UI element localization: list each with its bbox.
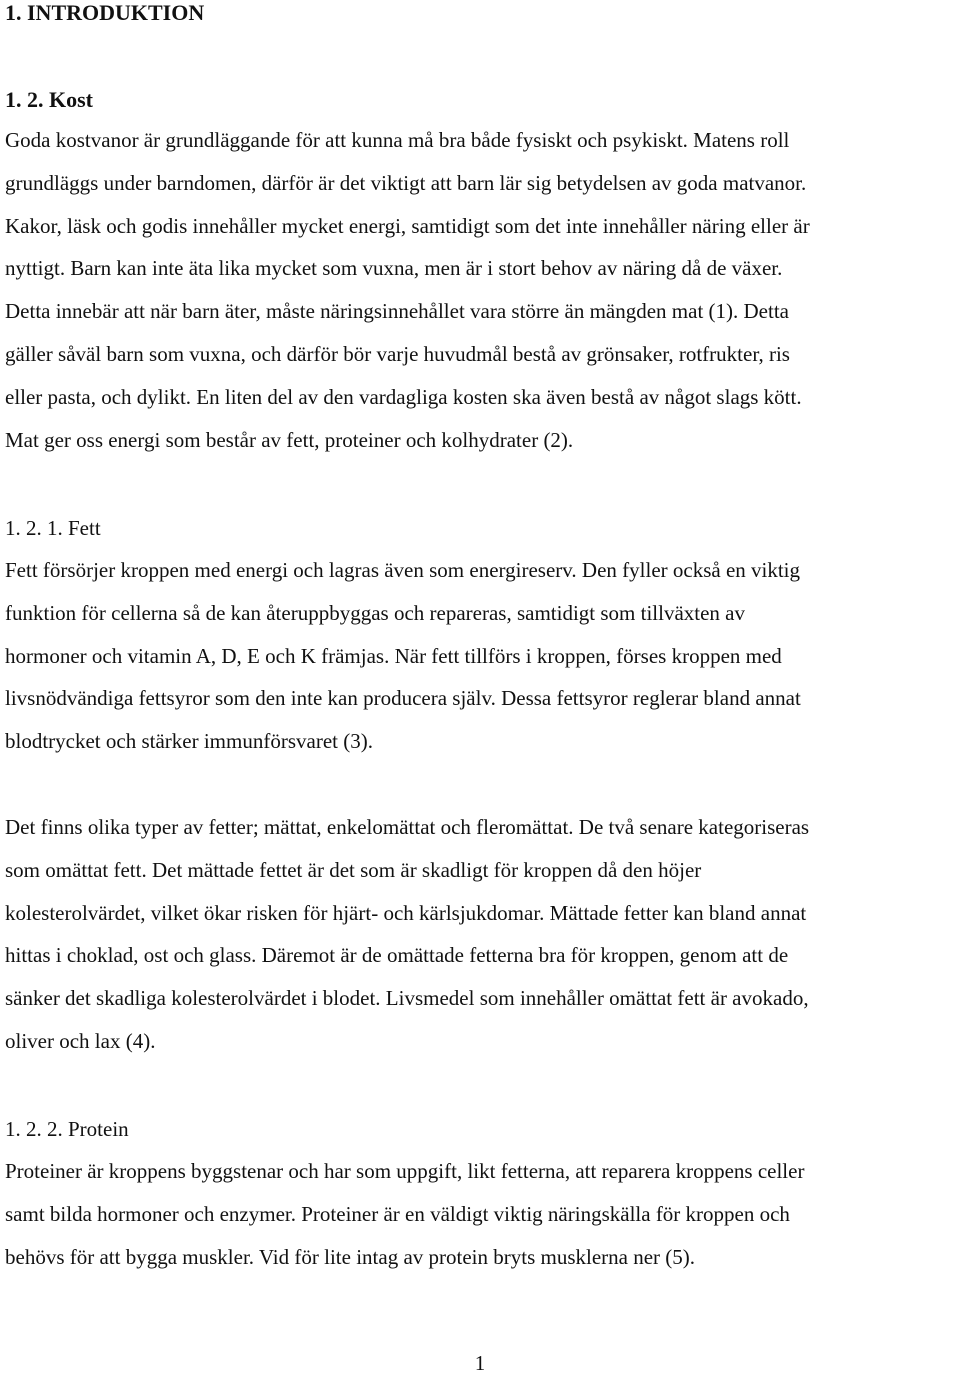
text-line: hormoner och vitamin A, D, E och K främjas. När fett tillförs i kroppen, förses kroppen med	[5, 643, 782, 668]
text-line: gäller såväl barn som vuxna, och därför bör varje huvudmål bestå av grönsaker, rotfrukter, ris	[5, 341, 790, 366]
section-heading-fett: 1. 2. 1. Fett	[5, 516, 101, 540]
text-line: behövs för att bygga muskler. Vid för lite intag av protein bryts musklerna ner (5).	[5, 1244, 696, 1269]
text-line: grundläggs under barndomen, därför är det viktigt att barn lär sig betydelsen av goda matvanor.	[5, 170, 807, 195]
text-line: sänker det skadliga kolesterolvärdet i blodet. Livsmedel som innehåller omättat fett är avokado,	[5, 986, 809, 1011]
text-line: Goda kostvanor är grundläggande för att kunna må bra både fysiskt och psykiskt. Matens roll	[5, 128, 790, 152]
text-line: eller pasta, och dylikt. En liten del av den vardagliga kosten ska även bestå av något slags kött.	[5, 384, 802, 409]
paragraph-fett-1	[5, 549, 957, 763]
text-line: hittas i choklad, ost och glass. Däremot är de omättade fetterna bra för kroppen, genom att de	[5, 943, 789, 968]
text-line: som omättat fett. Det mättade fettet är det som är skadligt för kroppen då den höjer	[5, 857, 702, 882]
text-line: nyttigt. Barn kan inte äta lika mycket som vuxna, men är i stort behov av näring då de växer.	[5, 256, 783, 281]
text-line: Kakor, läsk och godis innehåller mycket energi, samtidigt som det inte innehåller näring eller är	[5, 213, 810, 238]
text-line: Detta innebär att när barn äter, måste näringsinnehållet vara större än mängden mat (1). Detta	[5, 299, 789, 324]
chapter-title: 1. INTRODUKTION	[5, 0, 205, 25]
text-line: samt bilda hormoner och enzymer. Proteiner är en väldigt viktig näringskälla för kroppen och	[5, 1201, 790, 1226]
text-line: livsnödvändiga fettsyror som den inte kan producera själv. Dessa fettsyror reglerar bland annat	[5, 686, 801, 711]
text-line: blodtrycket och stärker immunförsvaret (3).	[5, 729, 373, 754]
text-line: Fett försörjer kroppen med energi och lagras även som energireserv. Den fyller också en viktig	[5, 558, 801, 582]
text-line: Proteiner är kroppens byggstenar och har som uppgift, likt fetterna, att reparera kroppens celler	[5, 1159, 805, 1183]
text-line: oliver och lax (4).	[5, 1028, 156, 1053]
section-heading-protein: 1. 2. 2. Protein	[5, 1117, 129, 1141]
section-heading-kost: 1. 2. Kost	[5, 87, 93, 112]
paragraph-kost	[5, 119, 957, 461]
text-line: kolesterolvärdet, vilket ökar risken för hjärt- och kärlsjukdomar. Mättade fetter kan bland annat	[5, 900, 807, 925]
text-line: Det finns olika typer av fetter; mättat, enkelomättat och fleromättat. De två senare kategoriseras	[5, 815, 810, 839]
page-number: 1	[474, 1351, 486, 1375]
paragraph-protein	[5, 1150, 957, 1278]
text-line: Mat ger oss energi som består av fett, proteiner och kolhydrater (2).	[5, 427, 574, 452]
paragraph-fett-2	[5, 806, 957, 1063]
text-line: funktion för cellerna så de kan återuppbyggas och repareras, samtidigt som tillväxten av	[5, 600, 746, 625]
